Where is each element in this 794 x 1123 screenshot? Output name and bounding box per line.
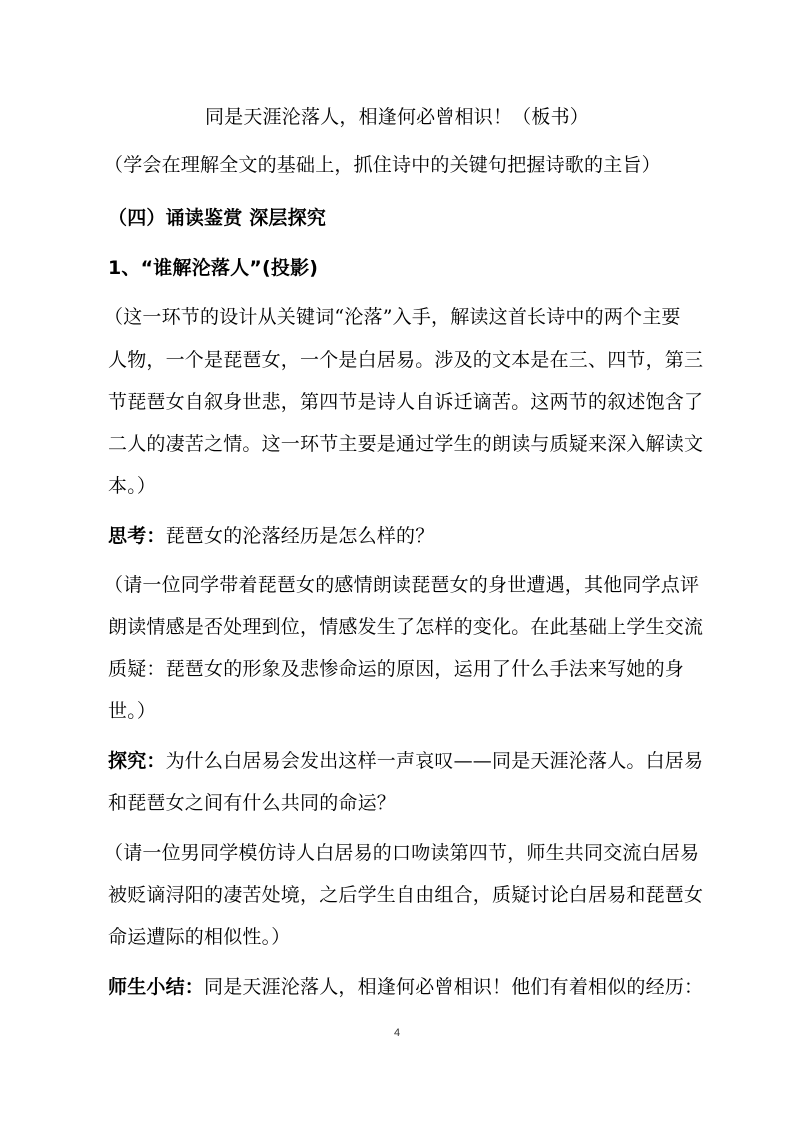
summary-paragraph — [108, 975, 708, 1000]
section-heading: （四）诵读鉴赏 深层探究 — [108, 207, 327, 229]
summary-text: 同是天涯沦落人，相逢何必曾相识！他们有着相似的经历： — [204, 976, 704, 998]
think-paragraph — [108, 524, 708, 549]
explore-text-line-2: 和琵琶女之间有什么共同的命运？ — [108, 792, 397, 814]
design-note-line-3: 节琵琶女自叙身世悲，第四节是诗人自诉迁谪苦。这两节的叙述饱含了 — [108, 391, 704, 413]
explore-note-line-2: 被贬谪浔阳的凄苦处境，之后学生自由组合，质疑讨论白居易和琵琶女 — [108, 884, 704, 906]
explore-text-line-1: 为什么白居易会发出这样一声哀叹——同是天涯沦落人。白居易 — [165, 750, 704, 772]
item-heading: 1、“谁解沦落人”(投影) — [108, 257, 319, 279]
title-line: 同是天涯沦落人，相逢何必曾相识！（板书） — [204, 106, 589, 128]
design-note-line-5: 本。） — [108, 475, 157, 497]
design-note-line-2: 人物，一个是琵琶女，一个是白居易。涉及的文本是在三、四节，第三 — [108, 349, 704, 371]
goal-note: （学会在理解全文的基础上，抓住诗中的关键句把握诗歌的主旨） — [104, 154, 661, 176]
page-number: 4 — [393, 1027, 401, 1039]
think-text: 琵琶女的沦落经历是怎么样的？ — [165, 525, 435, 547]
summary-label: 师生小结： — [108, 976, 205, 998]
explore-note-line-1: （请一位男同学模仿诗人白居易的口吻读第四节，师生共同交流白居易 — [104, 842, 700, 864]
think-note-line-4: 世。） — [108, 700, 157, 722]
think-note-line-1: （请一位同学带着琵琶女的感情朗读琵琶女的身世遭遇，其他同学点评 — [104, 574, 700, 596]
explore-label: 探究： — [108, 750, 166, 772]
think-label: 思考： — [108, 525, 166, 547]
explore-note-line-3: 命运遭际的相似性。） — [108, 926, 291, 948]
explore-paragraph-line-1 — [108, 749, 708, 774]
think-note-line-3: 质疑：琵琶女的形象及悲惨命运的原因，运用了什么手法来写她的身 — [108, 658, 685, 680]
think-note-line-2: 朗读情感是否处理到位，情感发生了怎样的变化。在此基础上学生交流 — [108, 616, 704, 638]
design-note-line-1: （这一环节的设计从关键词“沦落”入手，解读这首长诗中的两个主要 — [104, 306, 681, 328]
design-note-line-4: 二人的凄苦之情。这一环节主要是通过学生的朗读与质疑来深入解读文 — [108, 433, 704, 455]
